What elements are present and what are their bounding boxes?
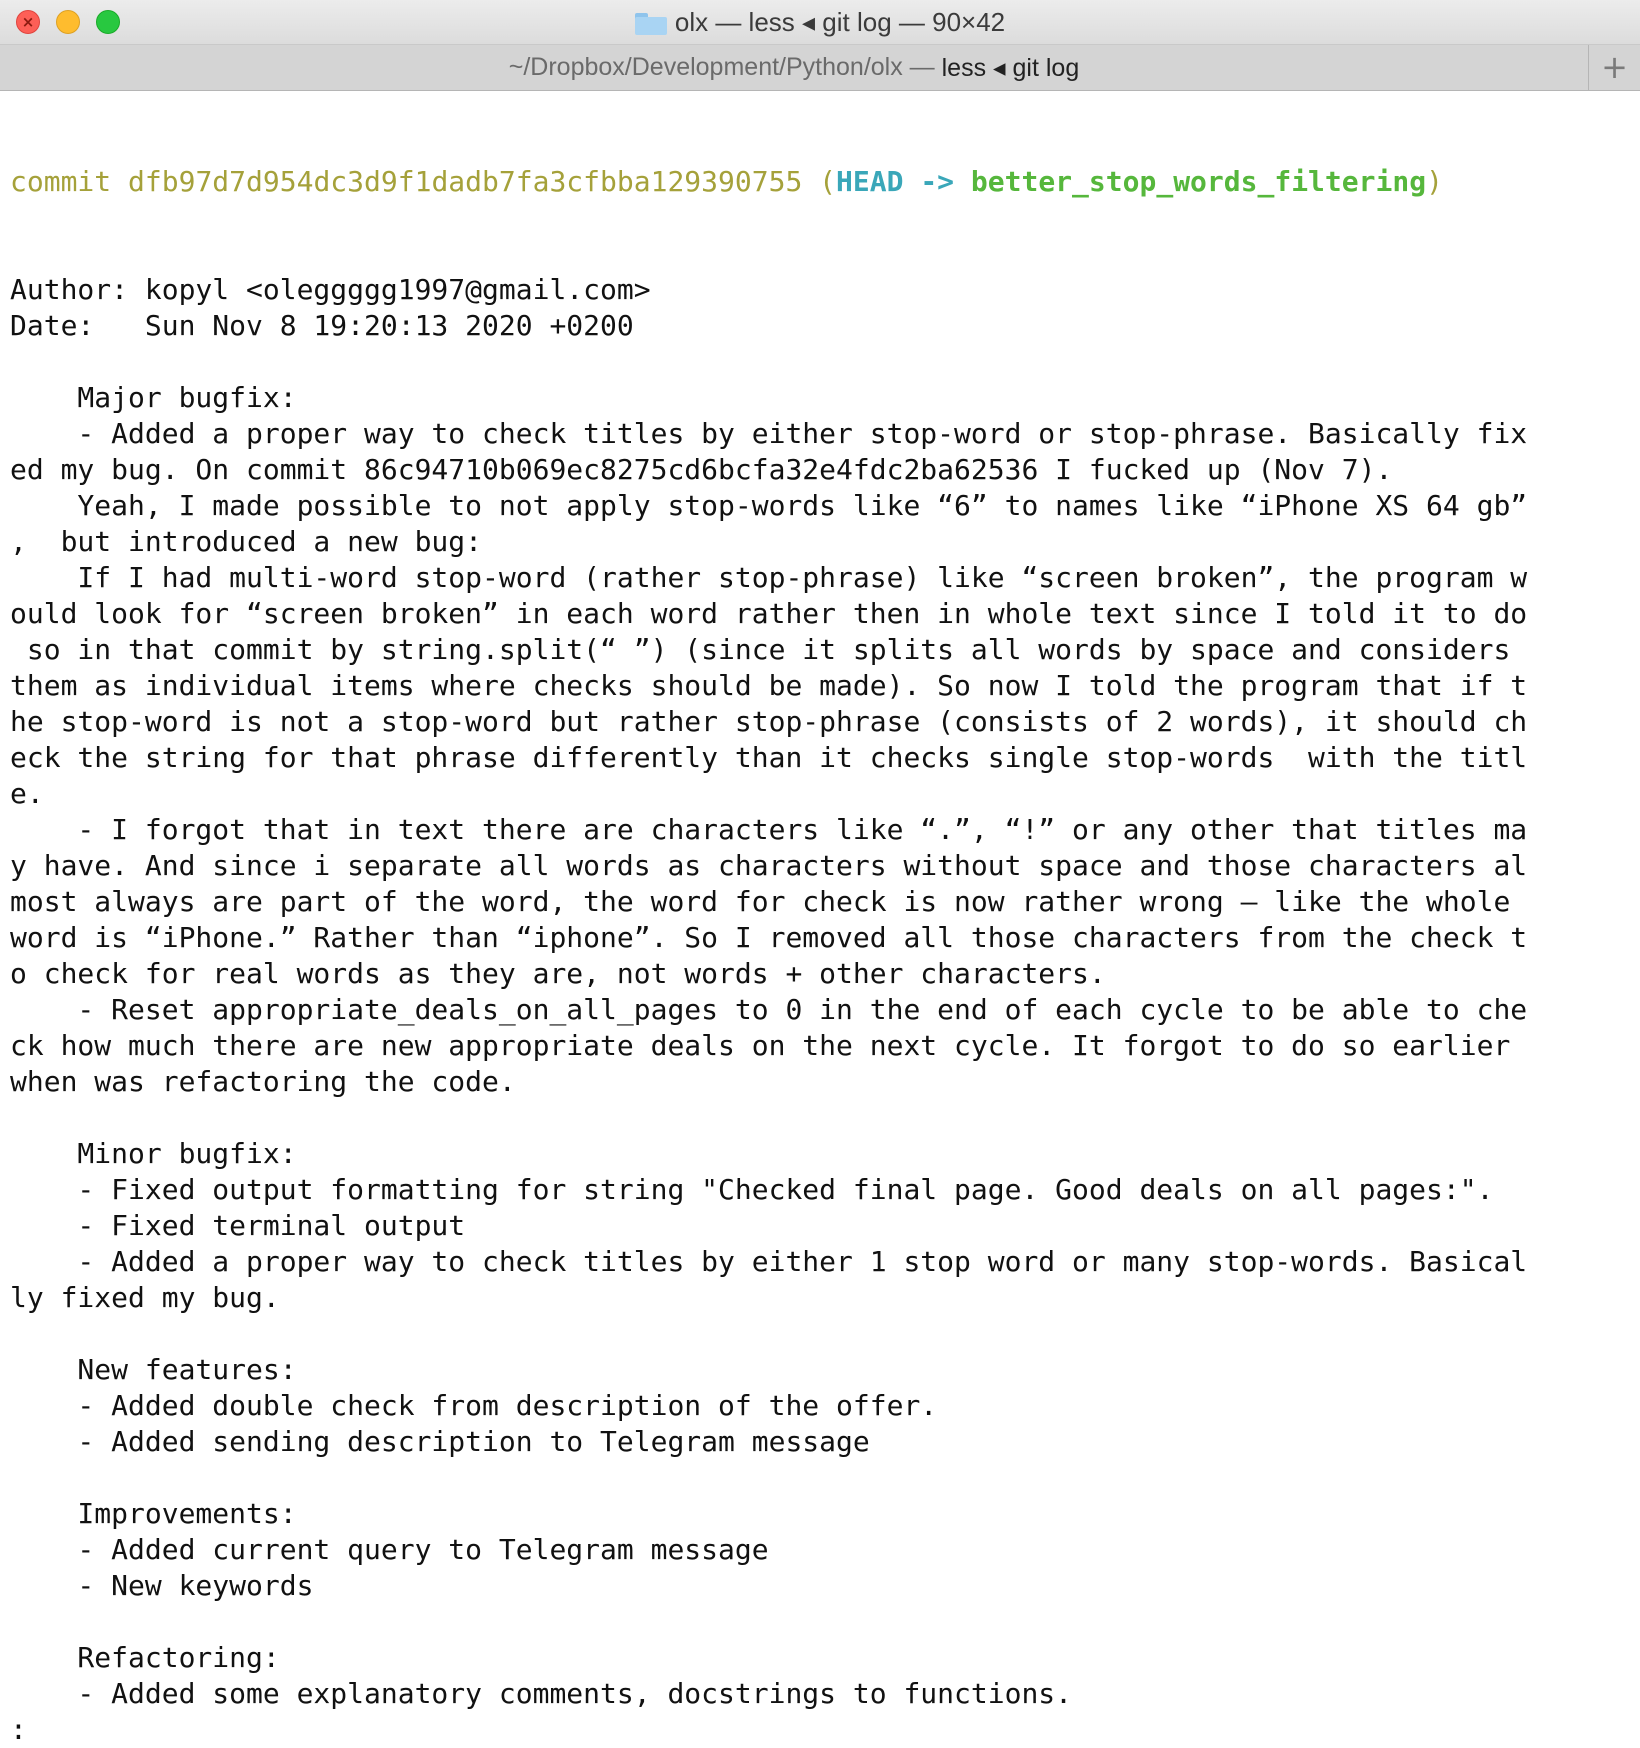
output-line: them as individual items where checks should be made). So now I told the program that if t (10, 669, 1528, 702)
tab-active[interactable] (0, 45, 1588, 90)
output-line: - Added a proper way to check titles by either stop-word or stop-phrase. Basically fix (10, 417, 1528, 450)
ref-close-paren: ) (1426, 165, 1443, 198)
output-line (10, 1460, 1635, 1496)
output-line: Author: kopyl <oleggggg1997@gmail.com> (10, 273, 651, 306)
tab-command: less ◂ git log (941, 53, 1080, 82)
plus-icon: + (1601, 48, 1628, 86)
output-line: - New keywords (10, 1569, 314, 1602)
output-line (10, 1100, 1635, 1136)
output-line: Date: Sun Nov 8 19:20:13 2020 +0200 (10, 309, 634, 342)
close-icon: × (21, 13, 35, 31)
output-line: - Reset appropriate_deals_on_all_pages to 0 in the end of each cycle to be able to che (10, 993, 1528, 1026)
commit-hash: dfb97d7d954dc3d9f1dadb7fa3cfbba129390755 (128, 165, 803, 198)
output-line: If I had multi-word stop-word (rather stop-phrase) like “screen broken”, the program w (10, 561, 1528, 594)
output-line: New features: (10, 1353, 297, 1386)
output-line: - Added sending description to Telegram message (10, 1425, 870, 1458)
commit-line (10, 164, 1635, 200)
new-tab-button[interactable] (1588, 45, 1640, 90)
output-line: ly fixed my bug. (10, 1281, 280, 1314)
ref-arrow: -> (920, 165, 955, 198)
terminal-output[interactable] (10, 92, 1635, 1746)
output-line: Yeah, I made possible to not apply stop-words like “6” to names like “iPhone XS 64 gb” (10, 489, 1528, 522)
tab-path: ~/Dropbox/Development/Python/olx — (508, 53, 935, 81)
output-line: - Fixed output formatting for string "Checked final page. Good deals on all pages:". (10, 1173, 1494, 1206)
output-line: o check for real words as they are, not words + other characters. (10, 957, 1106, 990)
output-line: - Fixed terminal output (10, 1209, 466, 1242)
output-line: ould look for “screen broken” in each word rather then in whole text since I told it to do (10, 597, 1528, 630)
output-line: so in that commit by string.split(“ ”) (since it splits all words by space and considers (10, 633, 1511, 666)
output-line: , but introduced a new bug: (10, 525, 483, 558)
folder-icon (635, 13, 667, 35)
commit-label: commit (10, 165, 112, 198)
output-line: - Added a proper way to check titles by either 1 stop word or many stop-words. Basical (10, 1245, 1528, 1278)
tab-bar (0, 45, 1640, 91)
output-line: Refactoring: (10, 1641, 280, 1674)
title-bar[interactable] (0, 0, 1640, 45)
output-line: most always are part of the word, the word for check is now rather wrong — like the whole (10, 885, 1511, 918)
less-prompt: : (10, 1713, 27, 1746)
output-line: - Added double check from description of the offer. (10, 1389, 938, 1422)
window-title (0, 0, 1640, 45)
branch-name: better_stop_words_filtering (970, 165, 1427, 198)
output-line: - Added current query to Telegram message (10, 1533, 769, 1566)
output-line: when was refactoring the code. (10, 1065, 516, 1098)
output-line: ck how much there are new appropriate deals on the next cycle. It forgot to do so earlier (10, 1029, 1511, 1062)
ref-open-paren: ( (819, 165, 837, 198)
output-line: Major bugfix: (10, 381, 297, 414)
output-line (10, 1316, 1635, 1352)
output-line: e. (10, 777, 44, 810)
output-line: word is “iPhone.” Rather than “iphone”. So I removed all those characters from the check t (10, 921, 1528, 954)
output-line: he stop-word is not a stop-word but rather stop-phrase (consists of 2 words), it should ch (10, 705, 1528, 738)
output-line: eck the string for that phrase differently than it checks single stop-words with the titl (10, 741, 1528, 774)
window-title-text: olx — less ◂ git log — 90×42 (674, 7, 1006, 37)
output-line: Minor bugfix: (10, 1137, 297, 1170)
output-line: - Added some explanatory comments, docstrings to functions. (10, 1677, 1073, 1710)
output-line: Improvements: (10, 1497, 297, 1530)
output-line (10, 344, 1635, 380)
output-line: ed my bug. On commit 86c94710b069ec8275cd6bcfa32e4fdc2ba62536 I fucked up (Nov 7). (10, 453, 1393, 486)
output-line (10, 1604, 1635, 1640)
output-line: - I forgot that in text there are characters like “.”, “!” or any other that titles ma (10, 813, 1528, 846)
output-line: y have. And since i separate all words as characters without space and those characters al (10, 849, 1528, 882)
head-ref: HEAD (836, 165, 904, 198)
